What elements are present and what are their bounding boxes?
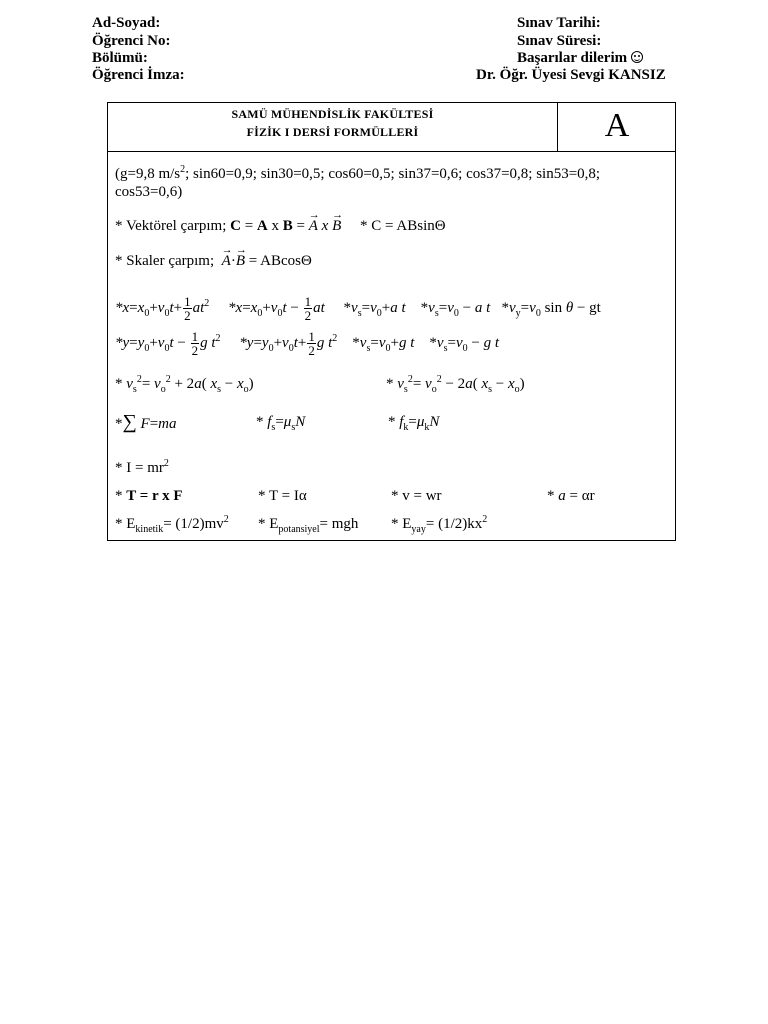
faculty-title: SAMÜ MÜHENDİSLİK FAKÜLTESİ — [231, 107, 434, 121]
divider — [108, 151, 675, 152]
signature-label: Öğrenci İmza: — [92, 67, 185, 83]
moment-of-inertia: * $I = mr^2$ — [115, 458, 169, 476]
instructor-name: Dr. Öğr. Üyesi Sevgi KANSIZ — [476, 67, 666, 83]
exam-version: A — [604, 107, 630, 144]
kinematics-row-1: $*x=x_0+v_0t+$ $\frac{1}{2}$ $at^2$ $*x=x_0+v_0t$ − $\frac{1}{2}$ at $*v_s=v_0+a$ t $*v_s=v_0 - a$ t $*v_y=v_0$ sin θ − gt — [115, 294, 601, 323]
exam-date-label: Sınav Tarihi: — [517, 15, 601, 31]
kinematics-row-2: $*y=y_0+v_0t$ − $\frac{1}{2}$ g $t^2$ $*y=y_0+v_0t+$ $\frac{1}{2}$ g $t^2$ $*v_s=v_0+g$ t $*v_s=v_0 - g$ t — [115, 329, 499, 358]
potential-energy: * $E_{potansiyel}=$ mgh — [258, 516, 359, 535]
department-label: Bölümü: — [92, 50, 148, 66]
student-number-label: Öğrenci No: — [92, 33, 171, 49]
scalar-product-formula: * Skaler çarpım; → A·→ B = ABcosΘ — [115, 252, 312, 270]
formula-sheet — [107, 102, 676, 541]
exam-duration-label: Sınav Süresi: — [517, 33, 602, 49]
torque-vector: * T = r x F — [115, 488, 183, 504]
angular-velocity: * v = wr — [391, 488, 442, 504]
smiley-icon — [631, 51, 643, 63]
velocity-squared-1: * $v_s^2= v_o^2 + 2a$( $x_s - x_o$) — [115, 374, 254, 395]
kinetic-friction: * $f_k=\mu_kN$ — [388, 414, 440, 433]
torque-inertia: * T = Iα — [258, 488, 307, 504]
kinetic-energy: * $E_{kinetik}= (1/2)mv^2$ — [115, 514, 229, 535]
course-title: FİZİK I DERSİ FORMÜLLERİ — [246, 125, 419, 139]
constants-line-2: cos53=0,6) — [115, 184, 183, 200]
angular-acceleration: * a = αr — [547, 488, 595, 504]
vector-product-formula: * Vektörel çarpım; C = A x B = → A x → B * C = ABsinΘ — [115, 217, 446, 235]
spring-energy: * $E_{yay}= (1/2)kx^2$ — [391, 514, 488, 535]
newton-second-law: *∑ F=ma — [115, 411, 177, 433]
constants-line: (g=9,8 $m/s^2$; sin60=0,9; sin30=0,5; cos60=0,5; sin37=0,6; cos37=0,8; sin53=0,8; — [115, 164, 601, 182]
static-friction: * $f_s=\mu_sN$ — [256, 414, 306, 433]
good-luck-text: Başarılar dilerim — [517, 50, 643, 67]
name-label: Ad-Soyad: — [92, 15, 161, 31]
velocity-squared-2: * $v_s^2= v_o^2 - 2a$( $x_s - x_o$) — [386, 374, 525, 395]
